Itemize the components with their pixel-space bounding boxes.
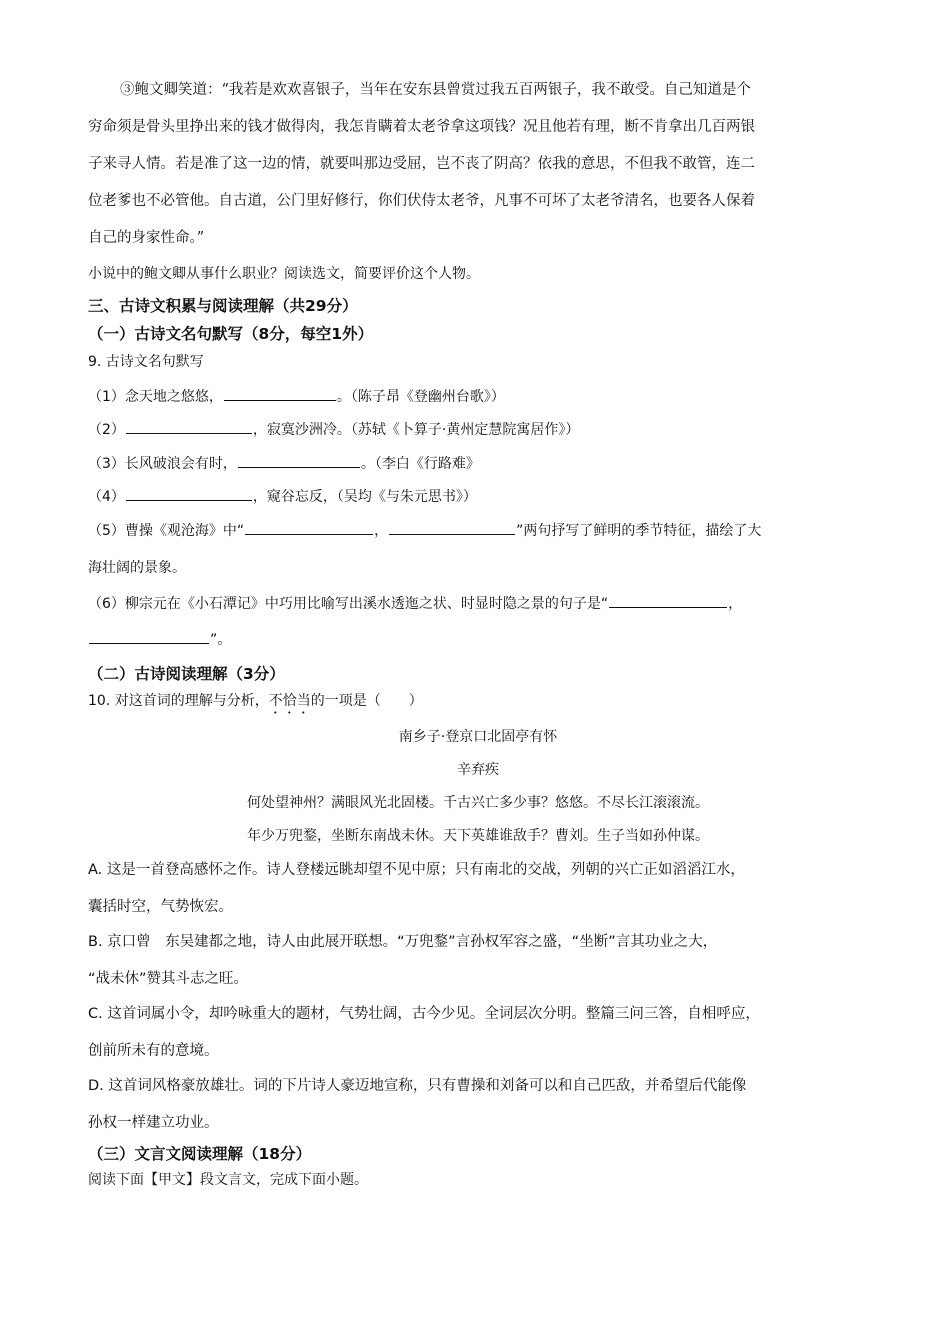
emphasis-text: 不恰当 — [268, 693, 311, 709]
item-text: （6）柳宗元在《小石潭记》中巧用比喻写出溪水透迤之状、时显时隐之景的句子是“ — [88, 596, 609, 612]
passage-line: 位老爹也不必管他。自古道，公门里好修行，你们伏侍太老爷，凡事不可坏了太老爷清名，也要各人保着 — [88, 193, 755, 209]
poem-title: 南乡子·登京口北固亭有怀 — [398, 729, 558, 745]
stem-text: 10. 对这首词的理解与分析， — [88, 693, 269, 709]
option-a-cont: 囊括时空，气势恢宏。 — [88, 899, 233, 915]
answer-blank[interactable] — [609, 593, 727, 608]
question-8: 小说中的鲍文卿从事什么职业？阅读选文，简要评价这个人物。 — [88, 266, 480, 282]
answer-blank[interactable] — [238, 453, 360, 468]
answer-blank[interactable] — [126, 486, 252, 501]
option-b: B. 京口曾 东吴建都之地，诗人由此展开联想。“万兜鍪”言孙权军容之盛，“坐断”言其功业之大， — [88, 934, 718, 950]
option-b-cont: “战未休”赞其斗志之旺。 — [88, 971, 249, 987]
q9-title: 9. 古诗文名句默写 — [88, 354, 204, 370]
item-text: 。（李白《行路难》 — [360, 456, 480, 472]
answer-blank[interactable] — [89, 629, 209, 644]
subsection-1-title: （一）古诗文名句默写（8分，每空1外） — [88, 325, 374, 343]
answer-blank[interactable] — [126, 419, 252, 434]
stem-text: 的一项是（ ） — [310, 693, 423, 709]
passage-line: 穷命须是骨头里挣出来的钱才做得肉，我怎肯瞒着太老爷拿这项钱？况且他若有理，断不肯拿出几百两银 — [88, 119, 755, 135]
item-text: （3）长风破浪会有时， — [88, 456, 237, 472]
answer-blank[interactable] — [389, 520, 515, 535]
item-text: ，寂寞沙洲冷。（苏轼《卜算子·黄州定慧院寓居作》） — [252, 422, 580, 438]
option-c: C. 这首词属小令，却吟咏重大的题材，气势壮阔，古今少见。全词层次分明。整篇三问三答，自相呼应， — [88, 1006, 760, 1022]
section-3-title: 三、古诗文积累与阅读理解（共29分） — [88, 297, 358, 315]
subsection-3-title: （三）文言文阅读理解（18分） — [88, 1145, 312, 1163]
option-a: A. 这是一首登高感怀之作。诗人登楼远眺却望不见中原；只有南北的交战，列朝的兴亡正如滔滔江水， — [88, 862, 745, 878]
item-text: ”两句抒写了鲜明的季节特征，描绘了大 — [516, 523, 762, 539]
item-text: ，窥谷忘反，（吴均《与朱元思书》） — [252, 489, 477, 505]
q9-item-6 — [88, 592, 868, 616]
passage-line: 自己的身家性命。” — [88, 230, 205, 246]
option-d-cont: 孙权一样建立功业。 — [88, 1115, 219, 1131]
passage-line: ③鲍文卿笑道：“我若是欢欢喜银子，当年在安东县曾赏过我五百两银子，我不敢受。自己知道是个 — [120, 82, 751, 98]
q9-item-6-cont — [88, 628, 868, 652]
poem-line: 何处望神州？满眼风光北固楼。千古兴亡多少事？悠悠。不尽长江滚滚流。 — [247, 795, 709, 811]
q9-item-1 — [88, 385, 868, 409]
item-text: （1）念天地之悠悠， — [88, 389, 223, 405]
option-c-cont: 创前所未有的意境。 — [88, 1043, 219, 1059]
q9-item-3 — [88, 452, 868, 476]
item-text: （5）曹操《观沧海》中“ — [88, 523, 245, 539]
poem-line: 年少万兜鍪，坐断东南战未休。天下英雄谁敌手？曹刘。生子当如孙仲谋。 — [247, 828, 709, 844]
item-text: （2） — [88, 422, 125, 438]
option-d: D. 这首词风格豪放雄壮。词的下片诗人豪迈地宣称，只有曹操和刘备可以和自己匹敌，并希望后代能像 — [88, 1078, 747, 1094]
poem-author: 辛弃疾 — [457, 762, 499, 778]
item-text: 。（陈子昂《登幽州台歌》） — [336, 389, 505, 405]
q9-item-4 — [88, 485, 868, 509]
answer-blank[interactable] — [245, 520, 373, 535]
item-text: ， — [374, 523, 389, 539]
q11-intro: 阅读下面【甲文】段文言文，完成下面小题。 — [88, 1172, 368, 1188]
q10-stem — [88, 689, 868, 717]
q9-item-5 — [88, 519, 868, 543]
item-text: ”。 — [210, 632, 232, 648]
item-text: （4） — [88, 489, 125, 505]
q9-item-5-cont: 海壮阔的景象。 — [88, 560, 186, 576]
passage-line: 子来寻人情。若是准了这一边的情，就要叫那边受屈，岂不丧了阴高？依我的意思，不但我不敢管，连二 — [88, 156, 755, 172]
item-text: ， — [728, 596, 743, 612]
answer-blank[interactable] — [224, 386, 336, 401]
q9-item-2 — [88, 418, 868, 442]
subsection-2-title: （二）古诗阅读理解（3分） — [88, 665, 285, 683]
